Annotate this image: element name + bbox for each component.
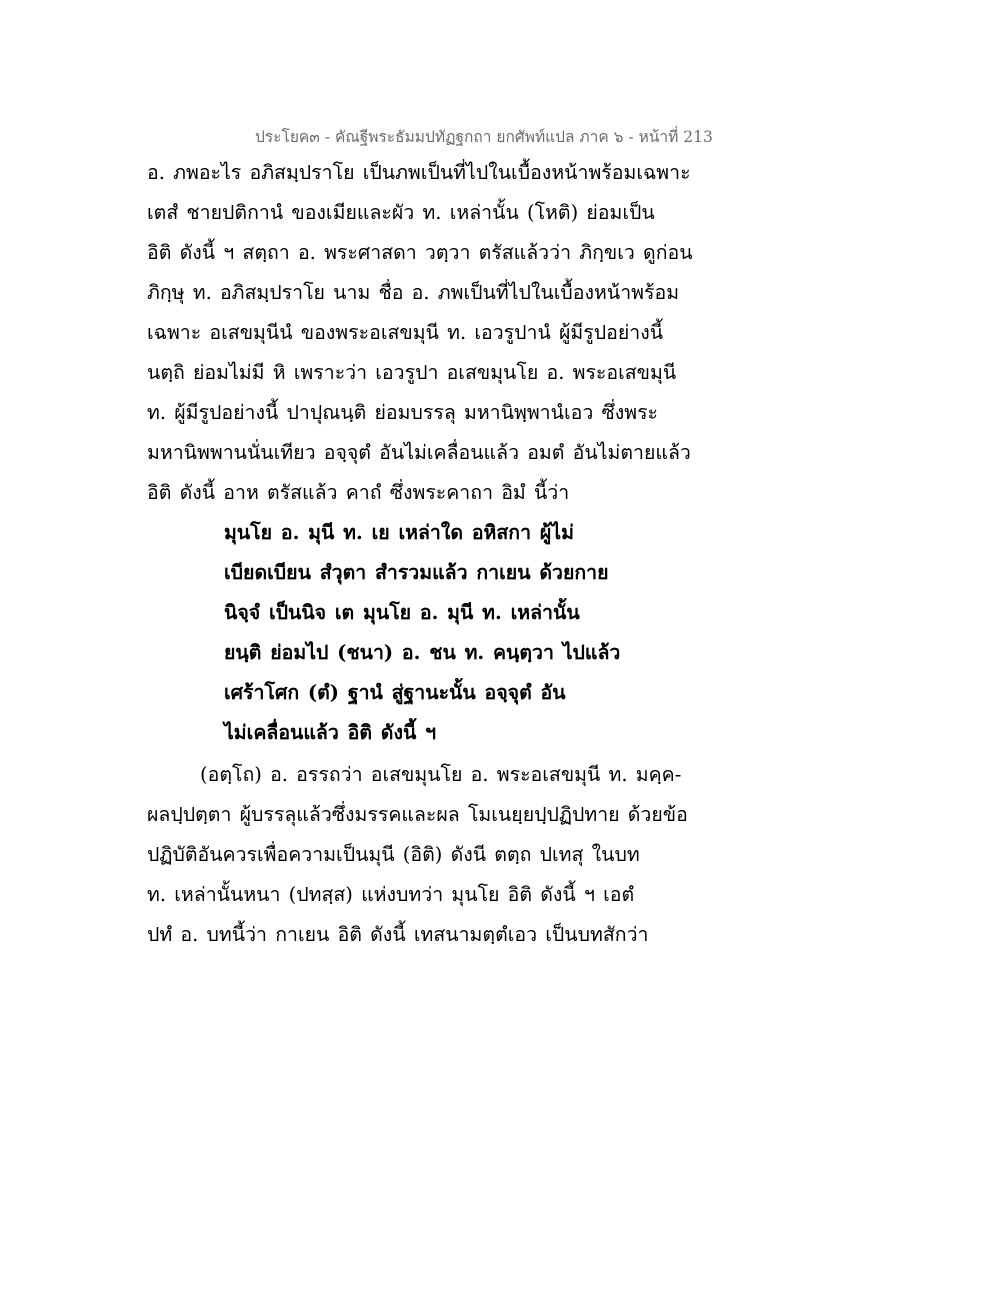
body-line: เฉพาะ อเสขมุนีนํ ของพระอเสขมุนี ท. เอวรูปานํ ผู้มีรูปอย่างนี้ <box>147 321 664 344</box>
body-line: มหานิพพานนั่นเทียว อจฺจุตํ อันไม่เคลื่อนแล้ว อมตํ อันไม่ตายแล้ว <box>147 441 691 464</box>
body-line: อ. ภพอะไร อภิสมฺปราโย เป็นภพเป็นที่ไปในเบื้องหน้าพร้อมเฉพาะ <box>147 161 691 184</box>
verse-line: ยนฺติ ย่อมไป (ชนา) อ. ชน ท. คนฺตฺวา ไปแล้ว <box>224 641 621 664</box>
body-line: ภิกฺษุ ท. อภิสมฺปราโย นาม ชื่อ อ. ภพเป็นที่ไปในเบื้องหน้าพร้อม <box>147 281 680 304</box>
commentary-line: ปฏิบัติอันควรเพื่อความเป็นมุนี (อิติ) ดังนี ตตฺถ ปเทสุ ในบท <box>147 843 640 866</box>
body-line: เตสํ ชายปติกานํ ของเมียและผัว ท. เหล่านั้น (โหติ) ย่อมเป็น <box>147 201 655 224</box>
body-line: อิติ ดังนี้ อาห ตรัสแล้ว คาถํ ซึ่งพระคาถา อิมํ นี้ว่า <box>147 481 570 504</box>
commentary-line: ผลปฺปตฺตา ผู้บรรลุแล้วซึ่งมรรคและผล โมเนยฺยปฺปฏิปทาย ด้วยข้อ <box>147 803 688 826</box>
verse-line: มุนโย อ. มุนี ท. เย เหล่าใด อหิสกา ผู้ไม่ <box>224 521 574 544</box>
verse-line: เศร้าโศก (ตํ) ฐานํ สู่ฐานะนั้น อจฺจุตํ อัน <box>224 681 566 704</box>
verse-line: นิจฺจํ เป็นนิจ เต มุนโย อ. มุนี ท. เหล่านั้น <box>224 601 580 624</box>
verse-line: ไม่เคลื่อนแล้ว อิติ ดังนี้ ฯ <box>224 721 437 744</box>
body-line: นตฺถิ ย่อมไม่มี หิ เพราะว่า เอวรูปา อเสขมุนโย อ. พระอเสขมุนี <box>147 361 677 384</box>
body-line: ท. ผู้มีรูปอย่างนี้ ปาปุณนฺติ ย่อมบรรลุ มหานิพฺพานํเอว ซึ่งพระ <box>147 401 659 424</box>
body-line: อิติ ดังนี้ ฯ สตฺถา อ. พระศาสดา วตฺวา ตรัสแล้วว่า ภิกฺขเว ดูก่อน <box>147 241 693 264</box>
running-header: ประโยค๓ - คัณฐีพระธัมมปทัฏฐกถา ยกศัพท์แปล ภาค ๖ - หน้าที่ 213 <box>255 128 713 146</box>
commentary-line: (อตฺโถ) อ. อรรถว่า อเสขมุนโย อ. พระอเสขมุนี ท. มคฺค- <box>200 763 682 786</box>
commentary-line: ท. เหล่านั้นหนา (ปทสฺส) แห่งบทว่า มุนโย อิติ ดังนี้ ฯ เอตํ <box>147 883 635 906</box>
commentary-line: ปทํ อ. บทนี้ว่า กาเยน อิติ ดังนี้ เทสนามตฺตํเอว เป็นบทสักว่า <box>147 923 649 946</box>
verse-line: เบียดเบียน สํวุตา สำรวมแล้ว กาเยน ด้วยกาย <box>224 561 609 584</box>
